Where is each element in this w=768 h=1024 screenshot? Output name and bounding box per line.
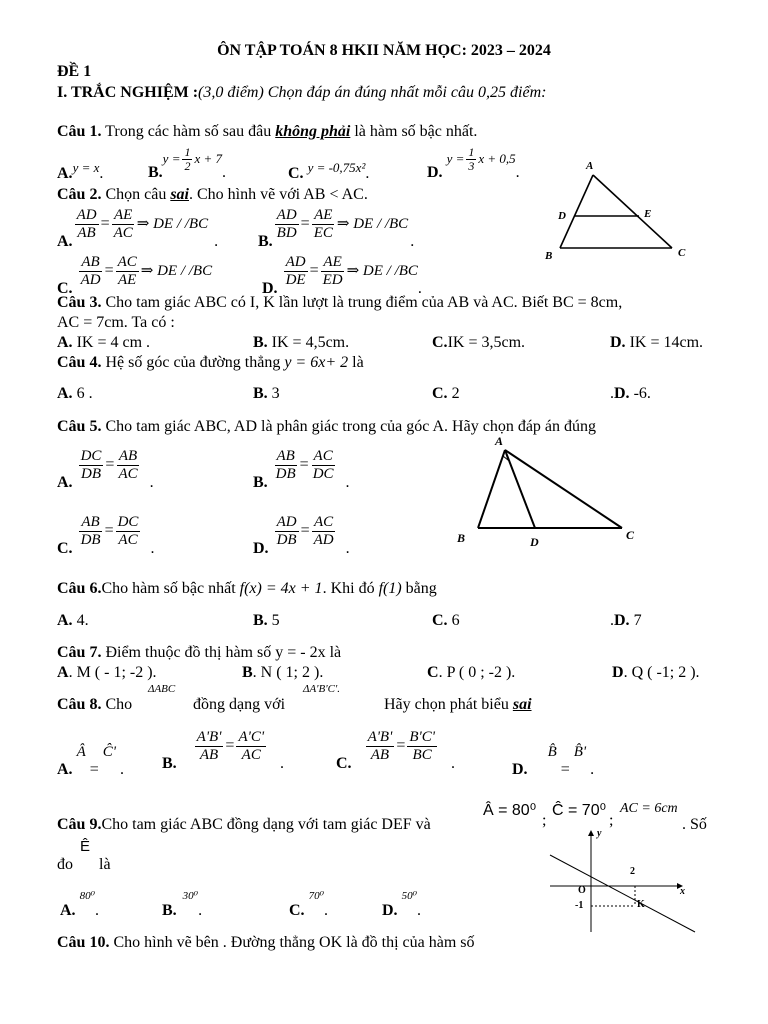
q6-option-d[interactable]: .D. 7 <box>610 612 642 629</box>
fraction: $\frac{AC}{AE}$ <box>117 254 137 288</box>
q7-option-a[interactable]: A. M ( - 1; -2 ). <box>57 664 157 681</box>
vertex-label-c: C <box>626 528 635 542</box>
question-8: Câu 8. Cho <box>57 696 133 713</box>
question-9: Câu 9.Cho tam giác ABC đồng dạng với tam giác DEF và <box>57 816 431 833</box>
exam-code: ĐỀ 1 <box>57 63 92 80</box>
question-3-line-2: AC = 7cm. Ta có : <box>57 314 175 331</box>
option-letter: A. <box>57 165 73 182</box>
fraction: $\frac{1}{3}$ <box>468 145 475 173</box>
q1-option-c[interactable]: C. $^{y = -0,75x^2}$. <box>288 160 370 182</box>
option-math: ⇒ DE / /BC <box>336 216 409 233</box>
q8-option-a[interactable]: A. Â = Ĉ' . <box>57 744 124 778</box>
option-math: y = x <box>72 160 100 175</box>
q1-option-b[interactable]: B.y = $\frac{1}{2}$ x + 7. <box>148 145 227 182</box>
fraction: $\frac{AC}{AD}$ <box>313 514 334 548</box>
q5-option-a[interactable]: A. $\frac{DC}{DB}$ = $\frac{AB}{AC}$ . <box>57 448 154 492</box>
question-9-do: đo <box>57 856 73 873</box>
option-letter: A. <box>57 233 73 251</box>
vertex-label-e: E <box>644 208 652 220</box>
fraction: $\frac{AD}{DB}$ <box>276 514 297 548</box>
option-letter: C. <box>57 280 73 298</box>
q6-option-b[interactable]: B. 5 <box>253 612 280 629</box>
option-math: x + 0,5 <box>478 151 516 167</box>
given-angle-a: Â = 80⁰ <box>483 802 537 819</box>
vertex-label-b: B <box>457 531 466 545</box>
fraction: $\frac{A'B'}{AB}$ <box>367 729 393 763</box>
q9-option-d[interactable]: D.50⁰. <box>382 890 421 919</box>
question-text: Cho tam giác ABC có I, K lần lượt là trung điểm của AB và AC. Biết BC = 8cm, <box>105 294 623 311</box>
tick-label-minus1: -1 <box>575 900 584 911</box>
question-10: Câu 10. Cho hình vẽ bên . Đường thẳng OK là đồ thị của hàm số <box>57 934 475 951</box>
angle-e: Ê <box>80 838 91 855</box>
triangle-abc-prime: ΔA'B'C'. <box>303 683 341 695</box>
question-8-tail: Hãy chọn phát biểu sai <box>384 696 532 713</box>
triangle-figure-1 <box>540 155 700 265</box>
q9-option-c[interactable]: C.70⁰. <box>289 890 328 919</box>
section-instruction: (3,0 điểm) Chọn đáp án đúng nhất mỗi câu 0,25 điểm: <box>198 84 547 101</box>
question-9-so: . Số <box>682 816 707 833</box>
q9-option-b[interactable]: B.30⁰. <box>162 890 203 919</box>
axis-label-y: y <box>597 828 602 839</box>
question-3: Câu 3. Cho tam giác ABC có I, K lần lượt là trung điểm của AB và AC. Biết BC = 8cm, <box>57 294 623 311</box>
fraction: $\frac{AD}{BD}$ <box>276 207 297 241</box>
vertex-label-a: A <box>586 160 594 172</box>
fraction: $\frac{DC}{DB}$ <box>80 448 102 482</box>
question-text: . Cho hình vẽ với AB < AC. <box>189 186 368 203</box>
option-letter: C. <box>288 165 304 182</box>
option-letter: D. <box>262 280 278 298</box>
q7-option-b[interactable]: B. N ( 1; 2 ). <box>242 664 324 681</box>
vertex-label-a: A <box>495 434 504 448</box>
q4-option-a[interactable]: A. 6 . <box>57 385 93 402</box>
fraction: $\frac{AE}{AC}$ <box>113 207 133 241</box>
fraction: $\frac{AB}{DB}$ <box>80 514 101 548</box>
q3-option-a[interactable]: A. IK = 4 cm . <box>57 334 151 351</box>
triangle-figure-2 <box>450 432 650 550</box>
origin-label: O <box>578 885 586 896</box>
q1-option-d[interactable]: D. y = $\frac{1}{3}$ x + 0,5. <box>427 145 520 182</box>
option-letter: D. <box>427 164 443 182</box>
axis-label-x: x <box>680 886 685 897</box>
q6-option-c[interactable]: C. 6 <box>432 612 460 629</box>
q8-option-d[interactable]: D. B̂ = B̂' . <box>512 744 595 778</box>
question-text: Chọn câu <box>101 186 171 203</box>
q5-option-b[interactable]: B. $\frac{AB}{DB}$ = $\frac{AC}{DC}$ . <box>253 448 350 492</box>
option-math: ⇒ DE / /BC <box>136 216 209 233</box>
point-label-k: K <box>637 899 645 910</box>
q5-option-c[interactable]: C. $\frac{AB}{DB}$ = $\frac{DC}{AC}$ . <box>57 514 155 558</box>
option-math: y = <box>446 151 465 167</box>
section-title: I. TRẮC NGHIỆM : <box>57 84 199 101</box>
q6-option-a[interactable]: A. 4. <box>57 612 89 629</box>
emphasis: không phải <box>275 123 351 140</box>
q8-option-b[interactable]: B. $\frac{A'B'}{AB}$ = $\frac{A'C'}{AC}$ . <box>162 729 285 773</box>
q4-option-d[interactable]: .D. -6. <box>610 385 651 402</box>
question-label: Câu 2. <box>57 186 102 203</box>
fraction: $\frac{AB}{AC}$ <box>118 448 138 482</box>
tick-label-2: 2 <box>630 866 635 877</box>
question-1 <box>57 123 477 141</box>
q2-option-c[interactable]: C. $\frac{AB}{AD}$ = $\frac{AC}{AE}$ ⇒ DE / /BC <box>57 254 213 298</box>
q5-option-d[interactable]: D. $\frac{AD}{DB}$ = $\frac{AC}{AD}$ . <box>253 514 350 558</box>
fraction: $\frac{AE}{EC}$ <box>313 207 333 241</box>
option-math: ⇒ DE / /BC <box>346 263 418 280</box>
coordinate-graph <box>545 820 705 940</box>
section-heading <box>57 84 546 102</box>
q3-option-b[interactable]: B. IK = 4,5cm. <box>253 334 350 351</box>
triangle-abc: ΔABC <box>148 683 176 695</box>
q4-option-c[interactable]: C. 2 <box>432 385 460 402</box>
fraction: $\frac{A'C'}{AC}$ <box>238 729 265 763</box>
option-math: ⇒ DE / /BC <box>140 263 213 280</box>
q7-option-c[interactable]: C. P ( 0 ; -2 ). <box>427 664 516 681</box>
given-side-ac: AC = 6cm <box>620 801 678 816</box>
fraction: $\frac{DC}{AC}$ <box>117 514 139 548</box>
q3-option-c[interactable]: C.IK = 3,5cm. <box>432 334 526 351</box>
emphasis: sai <box>170 186 189 203</box>
vertex-label-d: D <box>530 535 539 549</box>
question-9-la: là <box>99 856 111 873</box>
option-math: x + 7 <box>194 151 223 167</box>
q2-option-b[interactable]: B. $\frac{AD}{BD}$ = $\frac{AE}{EC}$ ⇒ DE / /BC. <box>258 207 415 251</box>
fraction: $\frac{AC}{DC}$ <box>312 448 334 482</box>
page-title: ÔN TẬP TOÁN 8 HKII NĂM HỌC: 2023 – 2024 <box>217 42 551 59</box>
question-text: là hàm số bậc nhất. <box>350 123 478 140</box>
question-5: Câu 5. Cho tam giác ABC, AD là phân giác trong của góc A. Hãy chọn đáp án đúng <box>57 418 597 435</box>
question-8-mid: đồng dạng với <box>193 696 286 713</box>
fraction: $\frac{1}{2}$ <box>184 145 191 173</box>
option-letter: B. <box>258 233 273 251</box>
question-7: Câu 7. Điểm thuộc đồ thị hàm số y = - 2x là <box>57 644 342 661</box>
fraction: $\frac{AB}{AD}$ <box>80 254 101 288</box>
q9-option-a[interactable]: A.80⁰. <box>60 890 99 919</box>
question-label: Câu 1. <box>57 123 102 140</box>
fraction: $\frac{B'C'}{BC}$ <box>409 729 435 763</box>
q7-option-d[interactable]: D. Q ( -1; 2 ). <box>612 664 700 681</box>
q8-option-c[interactable]: C. $\frac{A'B'}{AB}$ = $\frac{B'C'}{BC}$ . <box>336 729 455 773</box>
fraction: $\frac{AD}{AB}$ <box>76 207 97 241</box>
q3-option-d[interactable]: D. IK = 14cm. <box>610 334 704 351</box>
question-2 <box>57 186 368 204</box>
question-6: Câu 6.Cho hàm số bậc nhất f(x) = 4x + 1. Khi đó f(1) bằng <box>57 580 437 597</box>
q4-option-b[interactable]: B. 3 <box>253 385 280 402</box>
fraction: $\frac{AB}{DB}$ <box>275 448 296 482</box>
option-letter: B. <box>148 164 163 182</box>
fraction: $\frac{AE}{ED}$ <box>322 254 343 288</box>
vertex-label-c: C <box>678 247 686 259</box>
question-4: Câu 4. Hệ số góc của đường thẳng y = 6x+ 2 là <box>57 354 364 371</box>
fraction: $\frac{A'B'}{AB}$ <box>196 729 222 763</box>
vertex-label-d: D <box>558 210 566 222</box>
question-text: Trong các hàm số sau đâu <box>101 123 276 140</box>
vertex-label-b: B <box>545 250 553 262</box>
given-angle-c: Ĉ = 70⁰ <box>552 802 606 819</box>
q1-option-a[interactable]: A.$^{y = x}$. <box>57 160 104 182</box>
option-math: y = <box>162 151 181 167</box>
q2-option-d[interactable]: D. $\frac{AD}{DE}$ = $\frac{AE}{ED}$ ⇒ DE / /BC. <box>262 254 422 298</box>
fraction: $\frac{AD}{DE}$ <box>285 254 306 288</box>
option-math: y = -0,75x² <box>307 160 366 175</box>
q2-option-a[interactable]: A. $\frac{AD}{AB}$ = $\frac{AE}{AC}$ ⇒ DE / /BC. <box>57 207 219 251</box>
